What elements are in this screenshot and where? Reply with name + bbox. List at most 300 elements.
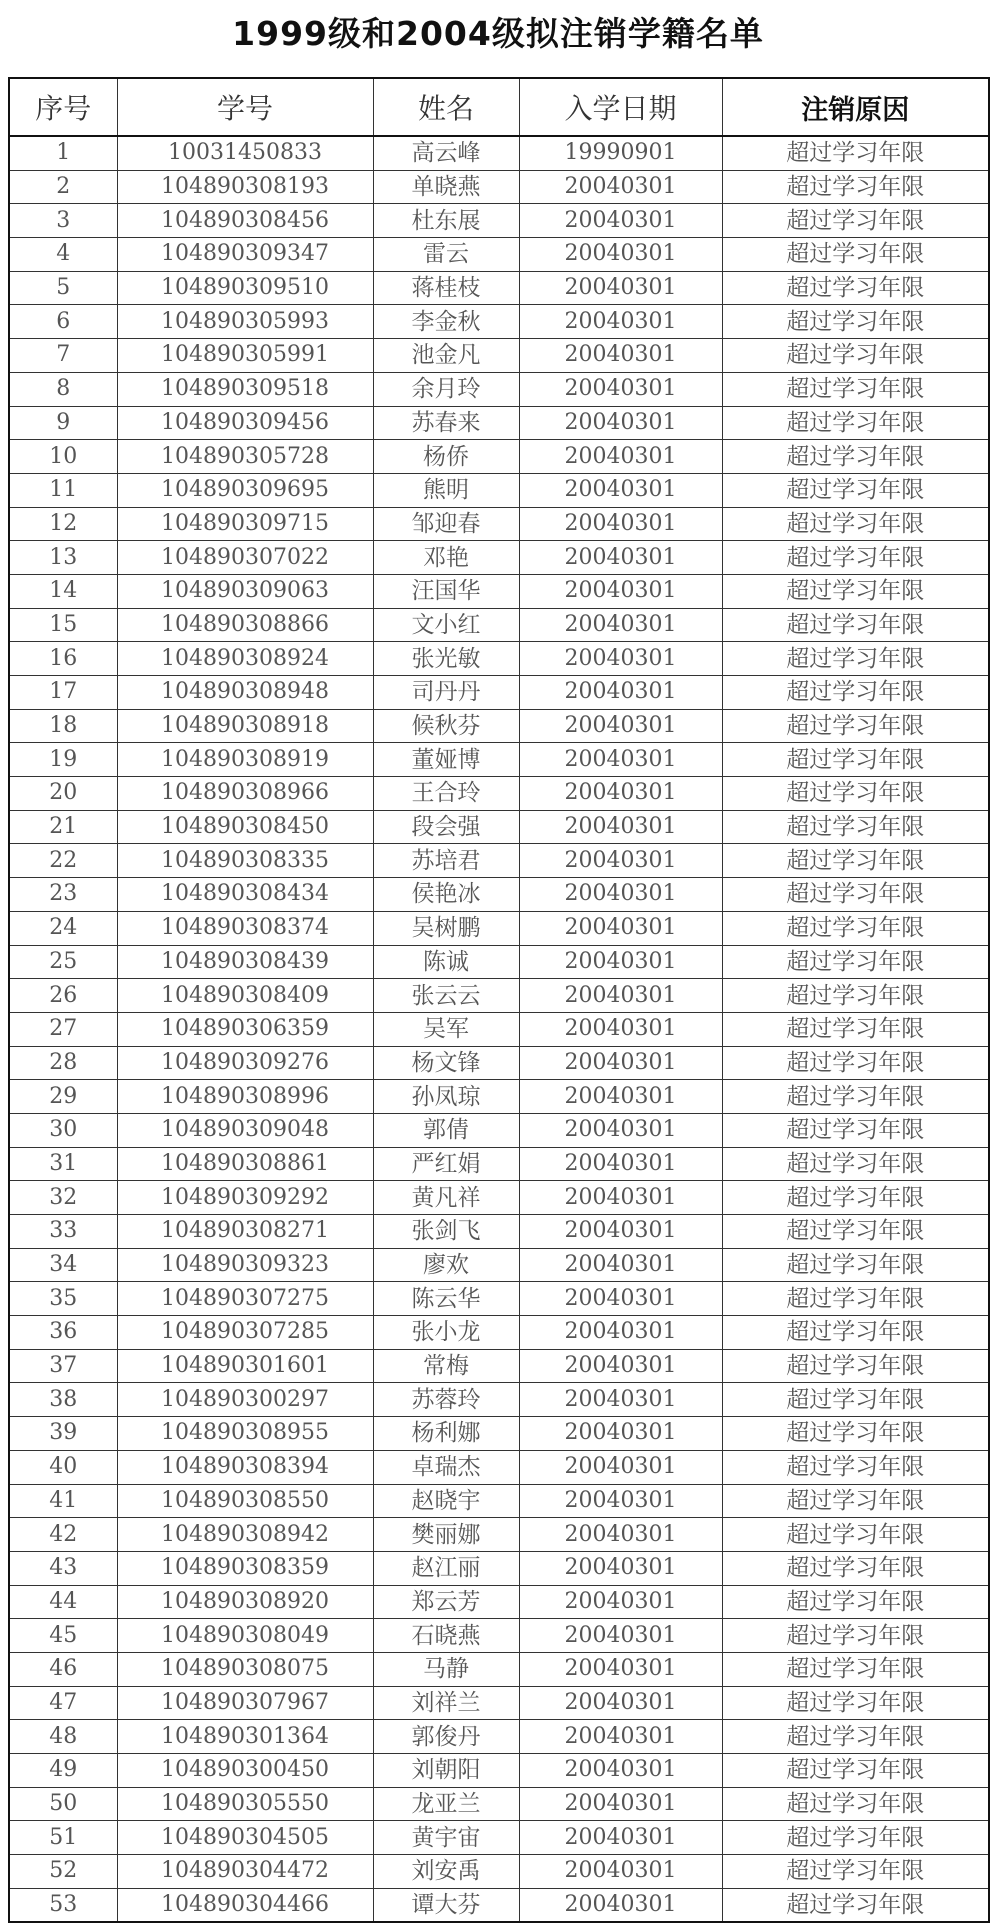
student-id-cell: 104890308439 bbox=[117, 945, 373, 979]
table-row bbox=[9, 574, 989, 608]
name-cell: 陈诚 bbox=[373, 945, 519, 979]
reason-cell: 超过学习年限 bbox=[722, 406, 989, 440]
table-row bbox=[9, 541, 989, 575]
reason-cell: 超过学习年限 bbox=[722, 1417, 989, 1451]
name-cell: 苏春来 bbox=[373, 406, 519, 440]
table-row bbox=[9, 406, 989, 440]
student-id-cell: 104890308450 bbox=[117, 810, 373, 844]
reason-cell: 超过学习年限 bbox=[722, 1484, 989, 1518]
enroll-date-cell: 20040301 bbox=[519, 743, 722, 777]
table-row bbox=[9, 170, 989, 204]
seq-cell: 6 bbox=[9, 305, 117, 339]
table-row bbox=[9, 1046, 989, 1080]
enroll-date-cell: 20040301 bbox=[519, 844, 722, 878]
header-row bbox=[9, 78, 989, 136]
header-enroll-date: 入学日期 bbox=[519, 78, 722, 136]
table-row bbox=[9, 1417, 989, 1451]
enroll-date-cell: 20040301 bbox=[519, 1282, 722, 1316]
reason-cell: 超过学习年限 bbox=[722, 541, 989, 575]
student-id-cell: 104890308919 bbox=[117, 743, 373, 777]
enroll-date-cell: 20040301 bbox=[519, 1147, 722, 1181]
reason-cell: 超过学习年限 bbox=[722, 238, 989, 272]
reason-cell: 超过学习年限 bbox=[722, 844, 989, 878]
table-row bbox=[9, 372, 989, 406]
name-cell: 张小龙 bbox=[373, 1316, 519, 1350]
reason-cell: 超过学习年限 bbox=[722, 743, 989, 777]
seq-cell: 33 bbox=[9, 1215, 117, 1249]
enroll-date-cell: 20040301 bbox=[519, 1012, 722, 1046]
reason-cell: 超过学习年限 bbox=[722, 676, 989, 710]
seq-cell: 30 bbox=[9, 1113, 117, 1147]
seq-cell: 31 bbox=[9, 1147, 117, 1181]
roster-body bbox=[9, 136, 989, 1922]
enroll-date-cell: 20040301 bbox=[519, 979, 722, 1013]
student-id-cell: 104890304466 bbox=[117, 1888, 373, 1922]
student-id-cell: 104890308394 bbox=[117, 1450, 373, 1484]
table-row bbox=[9, 1080, 989, 1114]
reason-cell: 超过学习年限 bbox=[722, 1619, 989, 1653]
table-row bbox=[9, 979, 989, 1013]
seq-cell: 46 bbox=[9, 1652, 117, 1686]
name-cell: 陈云华 bbox=[373, 1282, 519, 1316]
student-id-cell: 104890309518 bbox=[117, 372, 373, 406]
reason-cell: 超过学习年限 bbox=[722, 305, 989, 339]
table-row bbox=[9, 1518, 989, 1552]
enroll-date-cell: 20040301 bbox=[519, 777, 722, 811]
seq-cell: 24 bbox=[9, 911, 117, 945]
table-row bbox=[9, 676, 989, 710]
name-cell: 余月玲 bbox=[373, 372, 519, 406]
reason-cell: 超过学习年限 bbox=[722, 204, 989, 238]
reason-cell: 超过学习年限 bbox=[722, 1821, 989, 1855]
student-id-cell: 104890307967 bbox=[117, 1686, 373, 1720]
name-cell: 刘安禹 bbox=[373, 1855, 519, 1889]
name-cell: 司丹丹 bbox=[373, 676, 519, 710]
student-id-cell: 104890309048 bbox=[117, 1113, 373, 1147]
name-cell: 熊明 bbox=[373, 473, 519, 507]
enroll-date-cell: 20040301 bbox=[519, 271, 722, 305]
reason-cell: 超过学习年限 bbox=[722, 1754, 989, 1788]
name-cell: 杨侨 bbox=[373, 440, 519, 474]
reason-cell: 超过学习年限 bbox=[722, 608, 989, 642]
student-id-cell: 104890308359 bbox=[117, 1551, 373, 1585]
name-cell: 赵晓宇 bbox=[373, 1484, 519, 1518]
enroll-date-cell: 20040301 bbox=[519, 170, 722, 204]
table-row bbox=[9, 1585, 989, 1619]
reason-cell: 超过学习年限 bbox=[722, 1181, 989, 1215]
student-id-cell: 104890307285 bbox=[117, 1316, 373, 1350]
enroll-date-cell: 20040301 bbox=[519, 878, 722, 912]
student-id-cell: 104890308924 bbox=[117, 642, 373, 676]
seq-cell: 44 bbox=[9, 1585, 117, 1619]
student-id-cell: 104890304505 bbox=[117, 1821, 373, 1855]
seq-cell: 41 bbox=[9, 1484, 117, 1518]
seq-cell: 4 bbox=[9, 238, 117, 272]
seq-cell: 50 bbox=[9, 1787, 117, 1821]
seq-cell: 16 bbox=[9, 642, 117, 676]
seq-cell: 36 bbox=[9, 1316, 117, 1350]
table-row bbox=[9, 1450, 989, 1484]
table-row bbox=[9, 1686, 989, 1720]
reason-cell: 超过学习年限 bbox=[722, 339, 989, 373]
student-id-cell: 104890308948 bbox=[117, 676, 373, 710]
reason-cell: 超过学习年限 bbox=[722, 136, 989, 170]
enroll-date-cell: 20040301 bbox=[519, 440, 722, 474]
header-seq: 序号 bbox=[9, 78, 117, 136]
reason-cell: 超过学习年限 bbox=[722, 810, 989, 844]
student-id-cell: 104890309715 bbox=[117, 507, 373, 541]
name-cell: 张剑飞 bbox=[373, 1215, 519, 1249]
seq-cell: 25 bbox=[9, 945, 117, 979]
header-student-id: 学号 bbox=[117, 78, 373, 136]
name-cell: 李金秋 bbox=[373, 305, 519, 339]
enroll-date-cell: 20040301 bbox=[519, 372, 722, 406]
name-cell: 常梅 bbox=[373, 1349, 519, 1383]
name-cell: 吴军 bbox=[373, 1012, 519, 1046]
seq-cell: 19 bbox=[9, 743, 117, 777]
seq-cell: 13 bbox=[9, 541, 117, 575]
student-id-cell: 104890309347 bbox=[117, 238, 373, 272]
enroll-date-cell: 20040301 bbox=[519, 1619, 722, 1653]
seq-cell: 15 bbox=[9, 608, 117, 642]
name-cell: 石晓燕 bbox=[373, 1619, 519, 1653]
student-id-cell: 104890308049 bbox=[117, 1619, 373, 1653]
header-name: 姓名 bbox=[373, 78, 519, 136]
seq-cell: 3 bbox=[9, 204, 117, 238]
reason-cell: 超过学习年限 bbox=[722, 1046, 989, 1080]
seq-cell: 1 bbox=[9, 136, 117, 170]
reason-cell: 超过学习年限 bbox=[722, 1248, 989, 1282]
seq-cell: 17 bbox=[9, 676, 117, 710]
table-row bbox=[9, 1888, 989, 1922]
student-id-cell: 104890309323 bbox=[117, 1248, 373, 1282]
seq-cell: 7 bbox=[9, 339, 117, 373]
name-cell: 杨利娜 bbox=[373, 1417, 519, 1451]
name-cell: 汪国华 bbox=[373, 574, 519, 608]
reason-cell: 超过学习年限 bbox=[722, 1652, 989, 1686]
student-id-cell: 104890308866 bbox=[117, 608, 373, 642]
seq-cell: 27 bbox=[9, 1012, 117, 1046]
name-cell: 王合玲 bbox=[373, 777, 519, 811]
student-id-cell: 104890308955 bbox=[117, 1417, 373, 1451]
seq-cell: 22 bbox=[9, 844, 117, 878]
reason-cell: 超过学习年限 bbox=[722, 911, 989, 945]
name-cell: 黄凡祥 bbox=[373, 1181, 519, 1215]
enroll-date-cell: 20040301 bbox=[519, 676, 722, 710]
student-id-cell: 104890301601 bbox=[117, 1349, 373, 1383]
table-row bbox=[9, 743, 989, 777]
student-id-cell: 104890308996 bbox=[117, 1080, 373, 1114]
table-row bbox=[9, 1282, 989, 1316]
reason-cell: 超过学习年限 bbox=[722, 574, 989, 608]
enroll-date-cell: 20040301 bbox=[519, 1450, 722, 1484]
student-id-cell: 104890308918 bbox=[117, 709, 373, 743]
table-row bbox=[9, 911, 989, 945]
table-row bbox=[9, 1652, 989, 1686]
student-id-cell: 104890308335 bbox=[117, 844, 373, 878]
table-row bbox=[9, 777, 989, 811]
reason-cell: 超过学习年限 bbox=[722, 709, 989, 743]
page-title: 1999级和2004级拟注销学籍名单 bbox=[232, 14, 764, 53]
enroll-date-cell: 20040301 bbox=[519, 1754, 722, 1788]
seq-cell: 49 bbox=[9, 1754, 117, 1788]
table-row bbox=[9, 1754, 989, 1788]
reason-cell: 超过学习年限 bbox=[722, 1012, 989, 1046]
table-row bbox=[9, 136, 989, 170]
student-id-cell: 104890308434 bbox=[117, 878, 373, 912]
table-row bbox=[9, 1787, 989, 1821]
reason-cell: 超过学习年限 bbox=[722, 1080, 989, 1114]
name-cell: 文小红 bbox=[373, 608, 519, 642]
reason-cell: 超过学习年限 bbox=[722, 777, 989, 811]
name-cell: 郭倩 bbox=[373, 1113, 519, 1147]
reason-cell: 超过学习年限 bbox=[722, 1316, 989, 1350]
reason-cell: 超过学习年限 bbox=[722, 945, 989, 979]
seq-cell: 29 bbox=[9, 1080, 117, 1114]
enroll-date-cell: 20040301 bbox=[519, 1113, 722, 1147]
reason-cell: 超过学习年限 bbox=[722, 1518, 989, 1552]
name-cell: 赵江丽 bbox=[373, 1551, 519, 1585]
enroll-date-cell: 20040301 bbox=[519, 1215, 722, 1249]
enroll-date-cell: 20040301 bbox=[519, 1720, 722, 1754]
header-reason: 注销原因 bbox=[722, 78, 989, 136]
reason-cell: 超过学习年限 bbox=[722, 1585, 989, 1619]
enroll-date-cell: 20040301 bbox=[519, 507, 722, 541]
student-id-cell: 104890308075 bbox=[117, 1652, 373, 1686]
roster-table bbox=[8, 77, 990, 1923]
enroll-date-cell: 20040301 bbox=[519, 1080, 722, 1114]
enroll-date-cell: 20040301 bbox=[519, 1652, 722, 1686]
seq-cell: 45 bbox=[9, 1619, 117, 1653]
reason-cell: 超过学习年限 bbox=[722, 979, 989, 1013]
table-row bbox=[9, 1383, 989, 1417]
student-id-cell: 104890307022 bbox=[117, 541, 373, 575]
reason-cell: 超过学习年限 bbox=[722, 1282, 989, 1316]
seq-cell: 9 bbox=[9, 406, 117, 440]
table-row bbox=[9, 507, 989, 541]
student-id-cell: 104890305991 bbox=[117, 339, 373, 373]
table-row bbox=[9, 1215, 989, 1249]
enroll-date-cell: 20040301 bbox=[519, 574, 722, 608]
seq-cell: 8 bbox=[9, 372, 117, 406]
reason-cell: 超过学习年限 bbox=[722, 1686, 989, 1720]
student-id-cell: 104890308861 bbox=[117, 1147, 373, 1181]
table-row bbox=[9, 642, 989, 676]
enroll-date-cell: 20040301 bbox=[519, 305, 722, 339]
student-id-cell: 104890309276 bbox=[117, 1046, 373, 1080]
seq-cell: 28 bbox=[9, 1046, 117, 1080]
reason-cell: 超过学习年限 bbox=[722, 1855, 989, 1889]
name-cell: 苏培君 bbox=[373, 844, 519, 878]
table-row bbox=[9, 1821, 989, 1855]
name-cell: 郭俊丹 bbox=[373, 1720, 519, 1754]
table-row bbox=[9, 1316, 989, 1350]
enroll-date-cell: 20040301 bbox=[519, 473, 722, 507]
reason-cell: 超过学习年限 bbox=[722, 1113, 989, 1147]
reason-cell: 超过学习年限 bbox=[722, 642, 989, 676]
table-row bbox=[9, 608, 989, 642]
table-row bbox=[9, 1349, 989, 1383]
reason-cell: 超过学习年限 bbox=[722, 507, 989, 541]
student-id-cell: 104890308193 bbox=[117, 170, 373, 204]
enroll-date-cell: 20040301 bbox=[519, 1316, 722, 1350]
table-row bbox=[9, 1619, 989, 1653]
table-row bbox=[9, 844, 989, 878]
table-row bbox=[9, 1855, 989, 1889]
student-id-cell: 104890308374 bbox=[117, 911, 373, 945]
seq-cell: 35 bbox=[9, 1282, 117, 1316]
reason-cell: 超过学习年限 bbox=[722, 1349, 989, 1383]
name-cell: 龙亚兰 bbox=[373, 1787, 519, 1821]
seq-cell: 48 bbox=[9, 1720, 117, 1754]
reason-cell: 超过学习年限 bbox=[722, 1450, 989, 1484]
table-row bbox=[9, 945, 989, 979]
student-id-cell: 104890309510 bbox=[117, 271, 373, 305]
student-id-cell: 104890309063 bbox=[117, 574, 373, 608]
student-id-cell: 104890308920 bbox=[117, 1585, 373, 1619]
enroll-date-cell: 20040301 bbox=[519, 541, 722, 575]
enroll-date-cell: 20040301 bbox=[519, 1888, 722, 1922]
enroll-date-cell: 20040301 bbox=[519, 608, 722, 642]
student-id-cell: 104890307275 bbox=[117, 1282, 373, 1316]
name-cell: 廖欢 bbox=[373, 1248, 519, 1282]
reason-cell: 超过学习年限 bbox=[722, 1215, 989, 1249]
name-cell: 单晓燕 bbox=[373, 170, 519, 204]
table-row bbox=[9, 1181, 989, 1215]
student-id-cell: 104890309456 bbox=[117, 406, 373, 440]
seq-cell: 10 bbox=[9, 440, 117, 474]
seq-cell: 51 bbox=[9, 1821, 117, 1855]
reason-cell: 超过学习年限 bbox=[722, 440, 989, 474]
table-row bbox=[9, 1720, 989, 1754]
name-cell: 卓瑞杰 bbox=[373, 1450, 519, 1484]
name-cell: 邹迎春 bbox=[373, 507, 519, 541]
reason-cell: 超过学习年限 bbox=[722, 1383, 989, 1417]
student-id-cell: 10031450833 bbox=[117, 136, 373, 170]
enroll-date-cell: 20040301 bbox=[519, 911, 722, 945]
table-row bbox=[9, 1248, 989, 1282]
table-row bbox=[9, 440, 989, 474]
student-id-cell: 104890309695 bbox=[117, 473, 373, 507]
table-row bbox=[9, 1147, 989, 1181]
name-cell: 杨文锋 bbox=[373, 1046, 519, 1080]
enroll-date-cell: 20040301 bbox=[519, 1349, 722, 1383]
reason-cell: 超过学习年限 bbox=[722, 170, 989, 204]
table-row bbox=[9, 271, 989, 305]
enroll-date-cell: 20040301 bbox=[519, 709, 722, 743]
table-row bbox=[9, 339, 989, 373]
table-row bbox=[9, 204, 989, 238]
enroll-date-cell: 20040301 bbox=[519, 1518, 722, 1552]
enroll-date-cell: 20040301 bbox=[519, 810, 722, 844]
seq-cell: 40 bbox=[9, 1450, 117, 1484]
reason-cell: 超过学习年限 bbox=[722, 372, 989, 406]
seq-cell: 23 bbox=[9, 878, 117, 912]
student-id-cell: 104890305550 bbox=[117, 1787, 373, 1821]
student-id-cell: 104890308271 bbox=[117, 1215, 373, 1249]
enroll-date-cell: 20040301 bbox=[519, 1855, 722, 1889]
seq-cell: 21 bbox=[9, 810, 117, 844]
table-row bbox=[9, 810, 989, 844]
enroll-date-cell: 20040301 bbox=[519, 642, 722, 676]
enroll-date-cell: 20040301 bbox=[519, 1821, 722, 1855]
name-cell: 樊丽娜 bbox=[373, 1518, 519, 1552]
seq-cell: 11 bbox=[9, 473, 117, 507]
seq-cell: 2 bbox=[9, 170, 117, 204]
name-cell: 苏蓉玲 bbox=[373, 1383, 519, 1417]
name-cell: 雷云 bbox=[373, 238, 519, 272]
name-cell: 吴树鹏 bbox=[373, 911, 519, 945]
table-row bbox=[9, 473, 989, 507]
reason-cell: 超过学习年限 bbox=[722, 1551, 989, 1585]
seq-cell: 32 bbox=[9, 1181, 117, 1215]
name-cell: 刘朝阳 bbox=[373, 1754, 519, 1788]
table-row bbox=[9, 1113, 989, 1147]
name-cell: 蒋桂枝 bbox=[373, 271, 519, 305]
enroll-date-cell: 20040301 bbox=[519, 1181, 722, 1215]
name-cell: 段会强 bbox=[373, 810, 519, 844]
table-row bbox=[9, 1484, 989, 1518]
name-cell: 池金凡 bbox=[373, 339, 519, 373]
seq-cell: 39 bbox=[9, 1417, 117, 1451]
enroll-date-cell: 20040301 bbox=[519, 339, 722, 373]
student-id-cell: 104890306359 bbox=[117, 1012, 373, 1046]
student-id-cell: 104890305728 bbox=[117, 440, 373, 474]
name-cell: 刘祥兰 bbox=[373, 1686, 519, 1720]
student-id-cell: 104890308409 bbox=[117, 979, 373, 1013]
name-cell: 郑云芳 bbox=[373, 1585, 519, 1619]
student-id-cell: 104890309292 bbox=[117, 1181, 373, 1215]
reason-cell: 超过学习年限 bbox=[722, 271, 989, 305]
reason-cell: 超过学习年限 bbox=[722, 1147, 989, 1181]
student-id-cell: 104890308550 bbox=[117, 1484, 373, 1518]
seq-cell: 14 bbox=[9, 574, 117, 608]
seq-cell: 26 bbox=[9, 979, 117, 1013]
name-cell: 杜东展 bbox=[373, 204, 519, 238]
name-cell: 邓艳 bbox=[373, 541, 519, 575]
seq-cell: 52 bbox=[9, 1855, 117, 1889]
enroll-date-cell: 19990901 bbox=[519, 136, 722, 170]
table-row bbox=[9, 709, 989, 743]
reason-cell: 超过学习年限 bbox=[722, 878, 989, 912]
enroll-date-cell: 20040301 bbox=[519, 204, 722, 238]
name-cell: 谭大芬 bbox=[373, 1888, 519, 1922]
table-row bbox=[9, 1551, 989, 1585]
name-cell: 张光敏 bbox=[373, 642, 519, 676]
seq-cell: 5 bbox=[9, 271, 117, 305]
seq-cell: 42 bbox=[9, 1518, 117, 1552]
table-row bbox=[9, 878, 989, 912]
enroll-date-cell: 20040301 bbox=[519, 1585, 722, 1619]
reason-cell: 超过学习年限 bbox=[722, 1888, 989, 1922]
name-cell: 侯艳冰 bbox=[373, 878, 519, 912]
reason-cell: 超过学习年限 bbox=[722, 1787, 989, 1821]
name-cell: 孙凤琼 bbox=[373, 1080, 519, 1114]
enroll-date-cell: 20040301 bbox=[519, 945, 722, 979]
enroll-date-cell: 20040301 bbox=[519, 1417, 722, 1451]
student-id-cell: 104890301364 bbox=[117, 1720, 373, 1754]
name-cell: 高云峰 bbox=[373, 136, 519, 170]
enroll-date-cell: 20040301 bbox=[519, 1248, 722, 1282]
seq-cell: 38 bbox=[9, 1383, 117, 1417]
student-id-cell: 104890300450 bbox=[117, 1754, 373, 1788]
seq-cell: 34 bbox=[9, 1248, 117, 1282]
enroll-date-cell: 20040301 bbox=[519, 1383, 722, 1417]
student-id-cell: 104890304472 bbox=[117, 1855, 373, 1889]
name-cell: 马静 bbox=[373, 1652, 519, 1686]
name-cell: 黄宇宙 bbox=[373, 1821, 519, 1855]
seq-cell: 18 bbox=[9, 709, 117, 743]
